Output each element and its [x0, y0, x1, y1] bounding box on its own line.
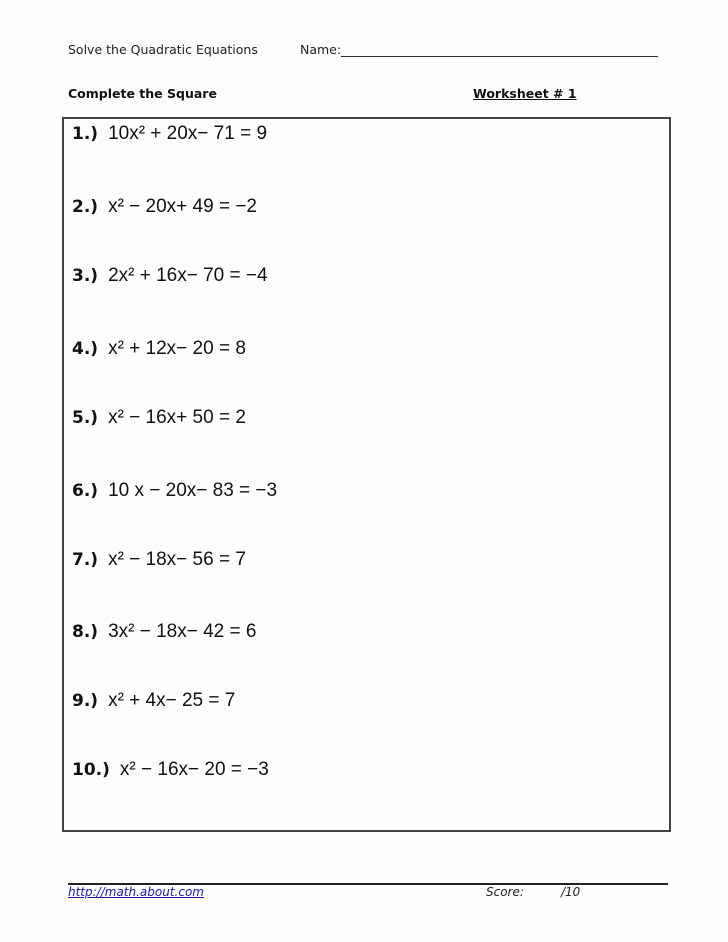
worksheet-number-label: Worksheet # 1	[473, 86, 577, 101]
problem-equation: 10x² + 20x− 71 = 9	[108, 123, 268, 144]
problem-number: 5.)	[72, 408, 99, 428]
score-total: /10	[561, 885, 581, 899]
problem-item	[72, 480, 277, 502]
problem-equation: x² − 16x− 20 = −3	[119, 759, 269, 780]
problem-item	[72, 338, 246, 360]
problem-equation: x² − 16x+ 50 = 2	[108, 407, 246, 428]
score-label: Score:	[486, 885, 524, 899]
problem-item	[72, 759, 269, 781]
problem-equation: x² − 20x+ 49 = −2	[108, 196, 258, 217]
problem-number: 7.)	[72, 550, 99, 570]
problem-number: 4.)	[72, 339, 99, 359]
problem-number: 6.)	[72, 481, 99, 501]
problem-number: 10.)	[72, 760, 110, 780]
problem-item	[72, 690, 235, 712]
problem-number: 1.)	[72, 124, 99, 144]
problem-item	[72, 196, 257, 218]
problem-number: 8.)	[72, 622, 99, 642]
problem-equation: 10 x − 20x− 83 = −3	[108, 480, 278, 501]
problem-number: 2.)	[72, 197, 99, 217]
problem-item	[72, 265, 268, 287]
problem-box	[62, 117, 671, 832]
problem-item	[72, 621, 256, 643]
problem-number: 9.)	[72, 691, 99, 711]
section-subtitle: Complete the Square	[68, 86, 217, 101]
worksheet-title: Solve the Quadratic Equations	[68, 42, 258, 57]
problem-equation: 2x² + 16x− 70 = −4	[108, 265, 268, 286]
problem-equation: 3x² − 18x− 42 = 6	[108, 621, 257, 642]
name-blank-line	[341, 56, 658, 57]
problem-equation: x² + 4x− 25 = 7	[108, 690, 236, 711]
problem-equation: x² − 18x− 56 = 7	[108, 549, 246, 570]
footer-link[interactable]: http://math.about.com	[68, 885, 204, 899]
problem-equation: x² + 12x− 20 = 8	[108, 338, 246, 359]
name-label: Name:	[300, 42, 342, 57]
problem-item	[72, 407, 246, 429]
problem-number: 3.)	[72, 266, 99, 286]
problem-item	[72, 123, 267, 145]
problem-item	[72, 549, 246, 571]
